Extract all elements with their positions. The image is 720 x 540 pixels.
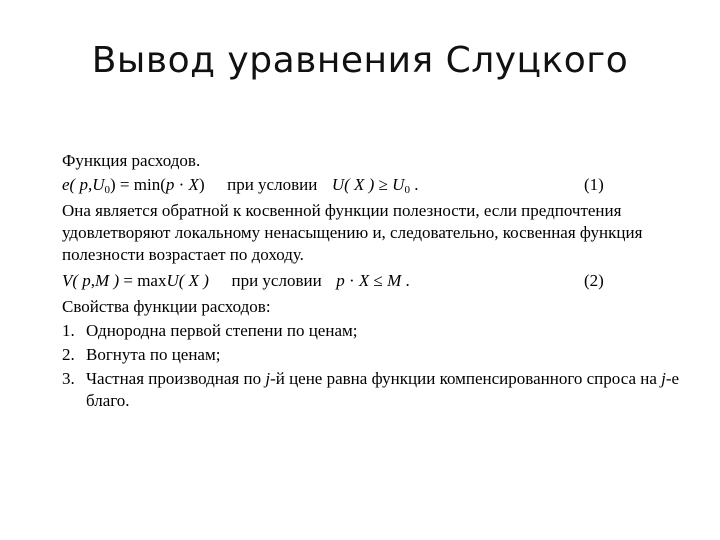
- eq1-cond-args: ( X ): [344, 175, 375, 194]
- property-number: 2.: [62, 345, 75, 364]
- eq2-dot: ·: [344, 271, 359, 290]
- eq2-uargs: ( X ): [178, 271, 209, 290]
- property-number: 1.: [62, 321, 75, 340]
- eq1-fn: e: [62, 175, 70, 194]
- property-text-c: -е: [665, 369, 680, 388]
- property-text: Вогнута по ценам;: [86, 345, 221, 364]
- slide-title: Вывод уравнения Слуцкого: [91, 40, 629, 81]
- eq1-cond-u: U: [331, 175, 345, 194]
- eq2-cond-m: M: [387, 271, 402, 290]
- paragraph-line-3: полезности возрастает по доходу.: [62, 245, 304, 264]
- property-text-a: Частная производная по: [86, 369, 266, 388]
- paragraph-line-2: удовлетворяют локальному ненасыщению и, следовательно, косвенная функция: [62, 223, 643, 242]
- eq1-dot: ·: [174, 175, 189, 194]
- paragraph-line-1: Она является обратной к косвенной функции полезности, если предпочтения: [62, 201, 622, 220]
- expenditure-heading: Функция расходов.: [62, 151, 201, 170]
- eq1-sub: 0: [104, 184, 110, 196]
- property-item-3: [62, 368, 679, 389]
- property-item-1: [62, 320, 357, 341]
- eq2-cond-p: p: [336, 271, 345, 290]
- eq1-cond-u0: U: [392, 175, 405, 194]
- equation-1: [62, 174, 418, 195]
- eq2-args: ( p,M ): [72, 271, 120, 290]
- property-text-j2: j: [661, 369, 666, 388]
- eq1-equals: = min(: [115, 175, 166, 194]
- property-text-b: -й цене равна функции компенсированного спроса на: [270, 369, 662, 388]
- property-item-2: [62, 344, 220, 365]
- eq1-ge: ≥: [374, 175, 393, 194]
- property-item-3-continuation: благо.: [86, 391, 130, 410]
- eq1-end: .: [409, 175, 419, 194]
- eq2-equals: = max: [119, 271, 167, 290]
- eq2-le: ≤: [369, 271, 388, 290]
- eq1-cond-sub: 0: [404, 184, 410, 196]
- eq1-number: (1): [584, 175, 604, 194]
- eq1-x: X: [188, 175, 199, 194]
- eq2-end: .: [401, 271, 410, 290]
- eq1-p: p: [165, 175, 175, 194]
- eq2-cond-x: X: [358, 271, 370, 290]
- eq1-close: ): [110, 175, 116, 194]
- equation-2: [62, 270, 410, 291]
- eq1-condition-word: при условии: [227, 175, 318, 194]
- eq2-v: V: [62, 271, 73, 290]
- eq1-args: ( p,U: [69, 175, 105, 194]
- eq2-u: U: [166, 271, 179, 290]
- eq2-condition-word: при условии: [231, 271, 322, 290]
- eq2-number: (2): [584, 271, 604, 290]
- property-text-j: j: [265, 369, 271, 388]
- property-number: 3.: [62, 369, 75, 388]
- eq1-rclose: ): [198, 175, 205, 194]
- property-text: Однородна первой степени по ценам;: [86, 321, 358, 340]
- properties-heading: Свойства функции расходов:: [62, 297, 271, 316]
